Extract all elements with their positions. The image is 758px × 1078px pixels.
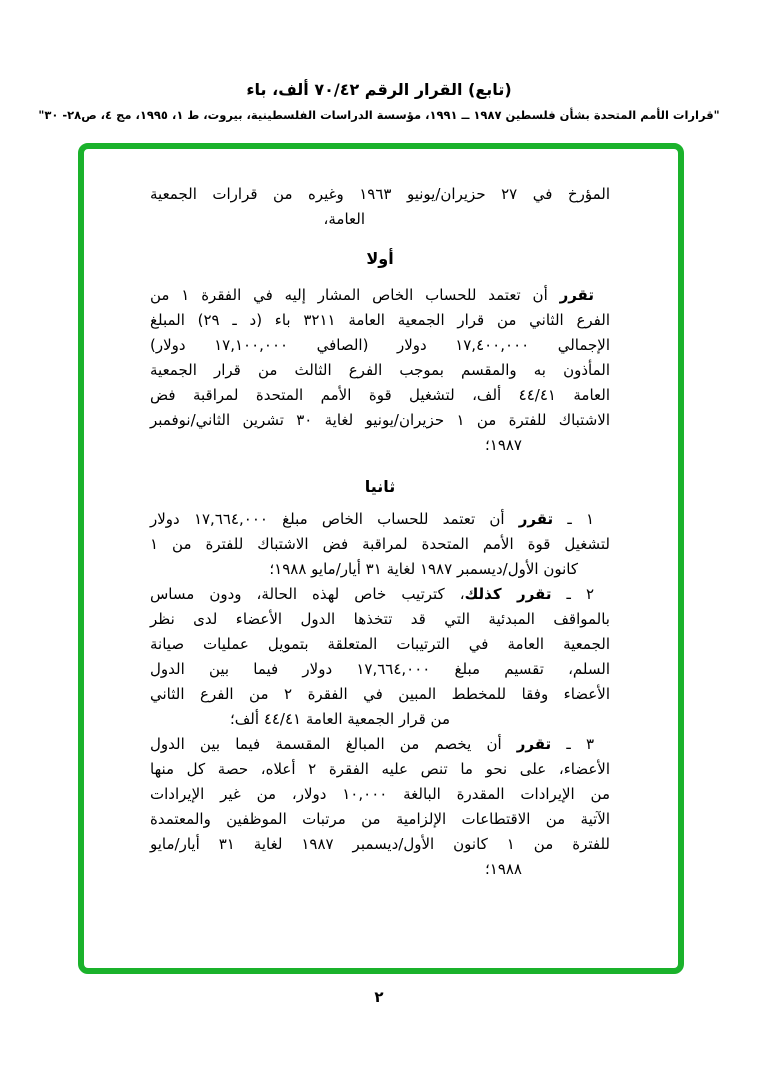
text-line <box>150 632 610 657</box>
text-line <box>150 782 610 807</box>
text-line <box>150 507 610 532</box>
item-number: ٣ ـ <box>551 735 594 753</box>
line-text: أن تعتمد للحساب الخاص مبلغ ١٧,٦٦٤,٠٠٠ دولار <box>150 510 519 528</box>
line-text: من الإيرادات المقدرة البالغة ١٠,٠٠٠ دولار، من غير الإيرادات <box>150 785 610 803</box>
line-text: الإجمالي ١٧,٤٠٠,٠٠٠ دولار (الصافي ١٧,١٠٠,٠٠٠ دولار) <box>150 336 611 354</box>
text-line <box>150 582 610 607</box>
line-text: للفترة من ١ كانون الأول/ديسمبر ١٩٨٧ لغاية ٣١ أيار/مايو <box>150 835 610 853</box>
text-column <box>150 182 610 882</box>
line-bold: تقرر <box>518 510 554 528</box>
line-text: ١٩٨٨؛ <box>484 860 522 878</box>
text-line <box>150 308 610 333</box>
line-text: السلم، تقسيم مبلغ ١٧,٦٦٤,٠٠٠ دولار فيما بين الدول <box>150 660 610 678</box>
line-text: ، كترتيب خاص لهذه الحالة، ودون مساس <box>150 585 465 603</box>
line-text: بالمواقف المبدئية التي قد تتخذها الدول الأعضاء لدى نظر <box>150 610 610 628</box>
text-line <box>150 807 610 832</box>
line-text: الفرع الثاني من قرار الجمعية العامة ٣٢١١ باء (د ـ ٢٩) المبلغ <box>150 311 610 329</box>
line-text: من قرار الجمعية العامة ٤٤/٤١ ألف؛ <box>230 710 450 728</box>
line-text: الأعضاء، على نحو ما تنص عليه الفقرة ٢ أعلاه، حصة كل منها <box>150 760 610 778</box>
line-text: العامة، <box>323 210 365 228</box>
section-two-heading: ثانيا <box>364 477 396 496</box>
line-text: العامة ٤٤/٤١ ألف، لتشغيل قوة الأمم المتحدة لمراقبة فض <box>150 386 611 404</box>
text-line <box>150 283 610 308</box>
line-text: المؤرخ في ٢٧ حزيران/يونيو ١٩٦٣ وغيره من قرارات الجمعية <box>150 185 610 203</box>
line-text: الاشتباك للفترة من ١ حزيران/يونيو لغاية ٣٠ تشرين الثاني/نوفمبر <box>150 411 610 429</box>
text-line <box>150 358 610 383</box>
text-line <box>150 607 610 632</box>
text-line <box>150 657 610 682</box>
line-text: كانون الأول/ديسمبر ١٩٨٧ لغاية ٣١ أيار/مايو ١٩٨٨؛ <box>269 560 578 578</box>
line-text: لتشغيل قوة الأمم المتحدة لمراقبة فض الاشتباك للفترة من ١ <box>150 535 610 553</box>
line-text: ١٩٨٧؛ <box>484 436 522 454</box>
text-line <box>150 832 610 857</box>
text-line <box>150 207 610 232</box>
line-text: أن يخصم من المبالغ المقسمة فيما بين الدول <box>150 735 517 753</box>
text-line <box>150 757 610 782</box>
text-line <box>150 333 610 358</box>
line-text: الآتية من الاقتطاعات الإلزامية من مرتبات الموظفين والمعتمدة <box>150 810 610 828</box>
line-text: الجمعية العامة في الترتيبات المتعلقة بتمويل عمليات صيانة <box>150 635 610 653</box>
text-line <box>150 557 610 582</box>
text-line <box>150 682 610 707</box>
line-text: الأعضاء وفقا للمخطط المبين في الفقرة ٢ من الفرع الثاني <box>150 685 610 703</box>
section-one-heading: أولا <box>366 249 394 268</box>
text-line <box>150 857 610 882</box>
page-number: ٢ <box>374 988 384 1006</box>
item-number: ٢ ـ <box>551 585 594 603</box>
line-bold: تقرر كذلك <box>464 585 552 603</box>
line-bold: تقرر <box>516 735 552 753</box>
line-text: أن تعتمد للحساب الخاص المشار إليه في الفقرة ١ من <box>150 286 560 304</box>
text-line <box>150 532 610 557</box>
text-line <box>150 732 610 757</box>
doc-source-line: "قرارات الأمم المتحدة بشأن فلسطين ١٩٨٧ ــ ١٩٩١، مؤسسة الدراسات الفلسطينية، بيروت، ط ١، ١٩٩٥، مج ٤، ص٢٨- ٣٠" <box>38 108 720 122</box>
text-line <box>150 707 610 732</box>
text-line <box>150 408 610 433</box>
highlight-border <box>78 143 684 974</box>
line-bold: تقرر <box>559 286 594 304</box>
item-number: ١ ـ <box>553 510 594 528</box>
line-text: المأذون به والمقسم بموجب الفرع الثالث من قرار الجمعية <box>150 361 610 379</box>
text-line <box>150 383 610 408</box>
text-line <box>150 182 610 207</box>
text-line <box>150 433 610 458</box>
doc-title: (تابع) القرار الرقم ٧٠/٤٢ ألف، باء <box>246 80 512 99</box>
